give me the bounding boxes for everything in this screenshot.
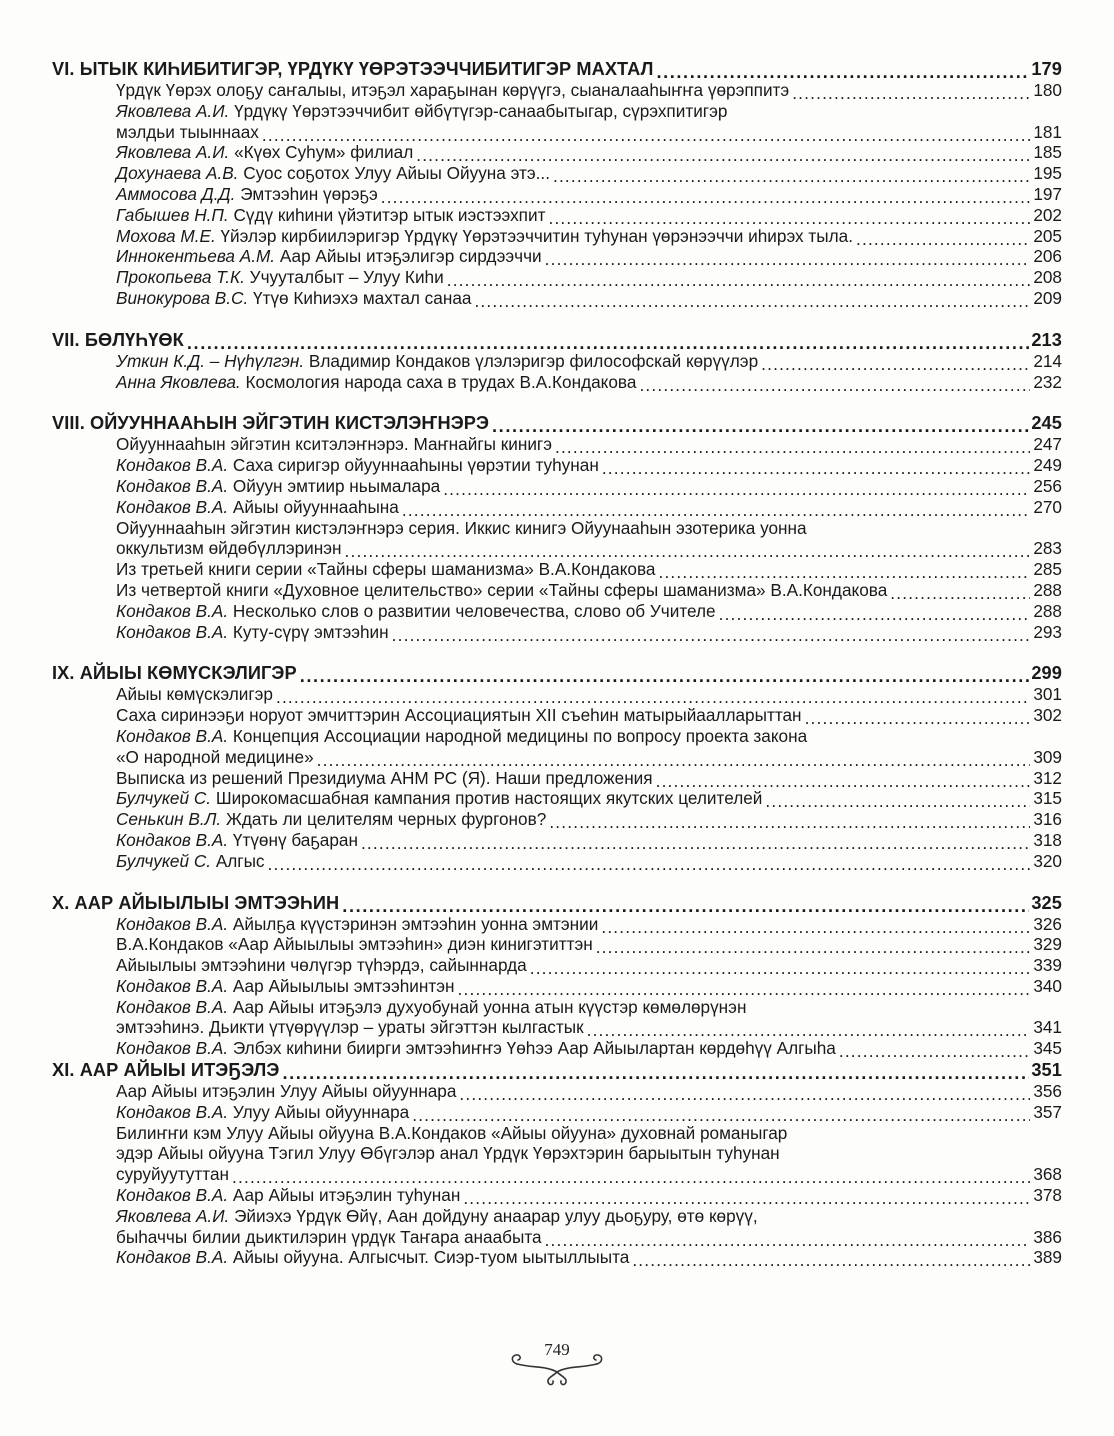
entry-text: [116, 246, 542, 267]
entry-page-number: 232: [1033, 371, 1062, 392]
entry-title: Айыы ойууннааһына: [232, 496, 399, 517]
entry-text: [116, 1164, 229, 1185]
entry-page-number: 293: [1033, 621, 1062, 642]
dot-leader: [463, 1189, 1030, 1206]
entry-page-number: 288: [1033, 579, 1062, 600]
entry-text: [116, 163, 550, 184]
entry-title: Үрдүкү Үөрэтээччибит өйбүтүгэр-санаабытыгар, сүрэхпитигэр: [234, 100, 728, 121]
entry-title: Учууталбыт – Улуу Киһи: [249, 267, 444, 288]
toc-entry[interactable]: [52, 1185, 1062, 1206]
section-title: XI. ААР АЙЫЫ ИТЭҔЭЛЭ: [52, 1060, 280, 1081]
entry-text: [116, 1247, 629, 1268]
entry-title: Куту-сүрү эмтээһин: [232, 621, 389, 642]
dot-leader: [300, 666, 1030, 684]
entry-author: Аммосова Д.Д.: [116, 183, 236, 204]
section-heading[interactable]: [52, 1059, 1062, 1081]
toc-section: [52, 412, 1062, 642]
toc-entry[interactable]: [52, 851, 1062, 872]
dot-leader: [282, 1063, 1029, 1081]
toc-entry[interactable]: [52, 518, 1062, 560]
dot-leader: [656, 771, 1030, 788]
entry-page-number: 247: [1033, 434, 1062, 455]
entry-text: [116, 1081, 456, 1102]
dot-leader: [545, 1230, 1030, 1247]
entry-author: Габышев Н.П.: [116, 204, 229, 225]
entry-title: Несколько слов о развитии человечества, слово об Учителе: [232, 600, 716, 621]
section-title: VIII. ОЙУУННААҺЫН ЭЙГЭТИН КИСТЭЛЭҤНЭРЭ: [52, 413, 490, 434]
entry-text: [116, 788, 762, 809]
entry-page-number: 181: [1033, 121, 1062, 142]
entry-text: [116, 914, 598, 935]
toc-entry[interactable]: [52, 226, 1062, 247]
entry-text: [116, 205, 545, 226]
entry-text: [116, 768, 653, 789]
entry-title: Айыы ойууна. Алгысчыт. Сиэр-туом ыытыллыыта: [232, 1247, 630, 1268]
entry-title: Аар Айыы итэҕэлэ духуобунай уонна атын күүстэр көмөлөрүнэн: [232, 996, 747, 1017]
dot-leader: [474, 292, 1030, 309]
entry-author: Кондаков В.А.: [116, 1247, 229, 1268]
entry-page-number: 214: [1033, 350, 1062, 371]
section-title: VI. ЫТЫК КИҺИБИТИГЭР, ҮРДҮКҮ ҮӨРЭТЭЭЧЧИБИТИГЭР МАХТАЛ: [52, 59, 654, 79]
entry-author: Яковлева А.И.: [116, 1205, 230, 1226]
entry-page-number: 197: [1033, 183, 1062, 204]
entry-title: Үтүөнү баҕаран: [232, 829, 358, 850]
dot-leader: [402, 500, 1030, 517]
entry-title: «Күөх Суһум» филиал: [234, 142, 414, 163]
entry-text: [116, 372, 636, 393]
dot-leader: [596, 938, 1030, 955]
entry-author: Кондаков В.А.: [116, 455, 229, 476]
entry-text: [116, 497, 399, 518]
toc-entry[interactable]: [52, 288, 1062, 309]
toc-entry[interactable]: [52, 351, 1062, 372]
section-page-number: 245: [1031, 413, 1062, 434]
toc-entry[interactable]: [52, 205, 1062, 226]
entry-text: [116, 267, 444, 288]
entry-title: Выписка из решений Президиума АНМ РС (Я). Наши предложения: [116, 767, 653, 788]
dot-leader: [890, 584, 1030, 601]
entry-text: [116, 747, 314, 768]
entry-author: Сенькин В.Л.: [116, 809, 222, 830]
section-title: VII. БӨЛҮҺҮӨК: [52, 329, 184, 350]
entry-page-number: 285: [1033, 559, 1062, 580]
entry-text: [116, 976, 455, 997]
entry-page-number: 315: [1033, 788, 1062, 809]
toc-entry[interactable]: [52, 976, 1062, 997]
toc-section: [52, 892, 1062, 1060]
toc-entry[interactable]: [52, 1206, 1062, 1248]
entry-page-number: 389: [1033, 1247, 1062, 1268]
entry-title: Концепция Ассоциации народной медицины по вопросу проекта закона: [232, 725, 808, 746]
entry-title: быһаччы билии дьиктилэрин үрдүк Таҥара анаабыта: [116, 1226, 542, 1247]
dot-leader: [839, 1042, 1030, 1059]
dot-leader: [447, 271, 1030, 288]
entry-text: [116, 538, 342, 559]
entry-page-number: 326: [1033, 913, 1062, 934]
entry-page-number: 205: [1033, 225, 1062, 246]
toc-entry[interactable]: [52, 580, 1062, 601]
dot-leader: [761, 354, 1030, 371]
entry-page-number: 339: [1033, 955, 1062, 976]
dot-leader: [856, 229, 1030, 246]
dot-leader: [381, 188, 1030, 205]
entry-title: Билиҥҥи кэм Улуу Айыы ойууна В.А.Кондаков «Айыы ойууна» духовнай романыгар: [116, 1122, 788, 1143]
dot-leader: [458, 980, 1030, 997]
entry-author: Булчукей С.: [116, 850, 212, 871]
entry-page-number: 316: [1033, 809, 1062, 830]
toc-entry[interactable]: [52, 246, 1062, 267]
page-number: 749: [544, 1340, 570, 1359]
entry-text: [116, 955, 527, 976]
toc-section: [52, 329, 1062, 393]
entry-title: Из третьей книги серии «Тайны сферы шаманизма» В.А.Кондакова: [116, 559, 656, 580]
entry-title: Суос соҕотох Улуу Айыы Ойууна этэ...: [243, 163, 550, 184]
section-page-number: 299: [1031, 663, 1062, 684]
dot-leader: [765, 792, 1030, 809]
entry-page-number: 270: [1033, 496, 1062, 517]
entry-author: Винокурова В.С.: [116, 287, 249, 308]
entry-text: [116, 684, 273, 705]
entry-author: Яковлева А.И.: [116, 142, 230, 163]
entry-title: Ждать ли целителям черных фургонов?: [225, 809, 547, 830]
entry-text: [116, 830, 358, 851]
entry-page-number: 318: [1033, 829, 1062, 850]
entry-page-number: 249: [1033, 455, 1062, 476]
entry-page-number: 208: [1033, 267, 1062, 288]
entry-page-number: 301: [1033, 684, 1062, 705]
entry-author: Кондаков В.А.: [116, 725, 229, 746]
entry-page-number: 341: [1033, 1017, 1062, 1038]
dot-leader: [276, 688, 1030, 705]
toc-entry[interactable]: [52, 809, 1062, 830]
page-folio: [507, 1340, 607, 1386]
entry-author: Кондаков В.А.: [116, 475, 229, 496]
entry-author: Кондаков В.А.: [116, 829, 229, 850]
entry-author: Иннокентьева А.М.: [116, 246, 276, 267]
entry-text: [116, 1038, 836, 1059]
dot-leader: [492, 416, 1029, 434]
dot-leader: [530, 959, 1030, 976]
toc-entry[interactable]: [52, 434, 1062, 455]
entry-title: Алгыс: [215, 850, 265, 871]
toc-entry[interactable]: [52, 684, 1062, 705]
entry-text: [116, 1017, 584, 1038]
entry-author: Яковлева А.И.: [116, 100, 230, 121]
table-of-contents: [52, 58, 1062, 1288]
entry-title: Үйэлэр кирбиилэригэр Үрдүкү Үөрэтээччитин туһунан үөрэнээччи иһирэх тыла.: [220, 225, 853, 246]
entry-title: Ойууннааһын эйгэтин кистэлэҥнэрэ серия. Иккис кинигэ Ойуунааһын эзотерика уонна: [116, 517, 807, 538]
entry-title: Владимир Кондаков үлэлэригэр философскай көрүүлэр: [308, 350, 759, 371]
section-heading[interactable]: [52, 662, 1062, 684]
entry-page-number: 309: [1033, 746, 1062, 767]
dot-leader: [361, 834, 1030, 851]
entry-author: Булчукей С.: [116, 788, 212, 809]
entry-author: Кондаков В.А.: [116, 1038, 229, 1059]
entry-author: Кондаков В.А.: [116, 600, 229, 621]
section-heading[interactable]: [52, 58, 1062, 80]
entry-author: Кондаков В.А.: [116, 975, 229, 996]
entry-title: Айылҕа күүстэринэн эмтээһин уонна эмтэнии: [232, 913, 599, 934]
section-page-number: 351: [1031, 1060, 1062, 1081]
toc-entry[interactable]: [52, 1247, 1062, 1268]
entry-page-number: 283: [1033, 538, 1062, 559]
entry-title: эмтээһинэ. Дьикти үтүөрүүлэр – ураты эйгэттэн кылгастык: [116, 1017, 584, 1038]
toc-section: [52, 58, 1062, 309]
entry-page-number: 386: [1033, 1226, 1062, 1247]
entry-author: Кондаков В.А.: [116, 621, 229, 642]
entry-text: [116, 184, 378, 205]
entry-page-number: 195: [1033, 163, 1062, 184]
entry-title: Аар Айыы итэҕэлигэр сирдээччи: [279, 246, 542, 267]
entry-text: [116, 580, 887, 601]
entry-title: Саха сиринээҕи норуот эмчиттэрин Ассоциациятын XII съеһин матырыйаалларыттан: [116, 705, 802, 726]
entry-text: [116, 434, 552, 455]
entry-text: [116, 455, 599, 476]
entry-title: Ойуун эмтиир ньымалара: [232, 475, 441, 496]
toc-entry[interactable]: [52, 1102, 1062, 1123]
entry-text: [116, 809, 546, 830]
dot-leader: [656, 62, 1029, 80]
entry-text: [116, 1185, 460, 1206]
dot-leader: [416, 146, 1030, 163]
section-heading[interactable]: [52, 329, 1062, 351]
entry-author: Уткин К.Д. – Нүһүлгэн.: [116, 350, 305, 371]
entry-title: Үтүө Киһиэхэ махтал санаа: [253, 287, 472, 308]
toc-entry[interactable]: [52, 80, 1062, 101]
toc-entry[interactable]: [52, 497, 1062, 518]
section-page-number: 325: [1031, 892, 1062, 913]
dot-leader: [601, 917, 1030, 934]
toc-entry[interactable]: [52, 1038, 1062, 1059]
entry-page-number: 368: [1033, 1164, 1062, 1185]
entry-text: [116, 601, 716, 622]
entry-text: [116, 851, 265, 872]
toc-entry[interactable]: [52, 914, 1062, 935]
dot-leader: [719, 604, 1030, 621]
toc-entry[interactable]: [52, 1123, 1062, 1185]
entry-title: Космология народа саха в трудах В.А.Кондакова: [245, 371, 637, 392]
dot-leader: [187, 333, 1029, 351]
dot-leader: [392, 625, 1030, 642]
dot-leader: [549, 813, 1030, 830]
entry-page-number: 329: [1033, 934, 1062, 955]
entry-text: [116, 122, 259, 143]
entry-title: Из четвертой книги «Духовное целительство» серии «Тайны сферы шаманизма» В.А.Кондакова: [116, 579, 888, 600]
dot-leader: [545, 250, 1030, 267]
entry-title: Эмтээһин үөрэҕэ: [240, 183, 378, 204]
entry-text: [116, 622, 389, 643]
toc-entry[interactable]: [52, 142, 1062, 163]
entry-title: эдэр Айыы ойууна Тэгил Улуу Өбүгэлэр анал Үрдүк Үөрэхтэрин барыытын туһунан: [116, 1143, 780, 1164]
entry-text: [116, 934, 593, 955]
entry-text: [116, 142, 413, 163]
toc-entry[interactable]: [52, 372, 1062, 393]
entry-page-number: 288: [1033, 600, 1062, 621]
section-heading[interactable]: [52, 892, 1062, 914]
entry-title: Аар Айыы итэҕэлин туһунан: [232, 1185, 461, 1206]
entry-author: Анна Яковлева.: [116, 371, 241, 392]
toc-entry[interactable]: [52, 559, 1062, 580]
section-title: X. ААР АЙЫЫЛЫЫ ЭМТЭЭҺИН: [52, 892, 340, 913]
toc-section: [52, 662, 1062, 871]
entry-title: мэлдьи тыыннаах: [116, 121, 259, 142]
dot-leader: [792, 84, 1030, 101]
dot-leader: [317, 750, 1030, 767]
entry-page-number: 378: [1033, 1185, 1062, 1206]
entry-page-number: 345: [1033, 1038, 1062, 1059]
dot-leader: [412, 1105, 1030, 1122]
entry-page-number: 206: [1033, 246, 1062, 267]
entry-text: [116, 351, 758, 372]
entry-title: Айыы көмүскэлигэр: [116, 684, 273, 705]
entry-title: Аар Айыы итэҕэлин Улуу Айыы ойууннара: [116, 1081, 457, 1102]
toc-entry[interactable]: [52, 622, 1062, 643]
entry-page-number: 356: [1033, 1081, 1062, 1102]
entry-title: Үрдүк Үөрэх олоҕу саҥалыы, итэҕэл хараҕынан көрүүгэ, сыаналааһыҥҥа үөрэппитэ: [116, 80, 790, 100]
toc-entry[interactable]: [52, 601, 1062, 622]
entry-title: Аар Айыылыы эмтээһинтэн: [232, 975, 455, 996]
dot-leader: [268, 854, 1030, 871]
entry-page-number: 209: [1033, 287, 1062, 308]
entry-text: [116, 705, 802, 726]
entry-author: Кондаков В.А.: [116, 996, 229, 1017]
entry-page-number: 256: [1033, 475, 1062, 496]
toc-section: [52, 1059, 1062, 1268]
dot-leader: [632, 1251, 1030, 1268]
entry-page-number: 180: [1033, 80, 1062, 100]
entry-author: Кондаков В.А.: [116, 1101, 229, 1122]
dot-leader: [443, 480, 1030, 497]
entry-page-number: 302: [1033, 705, 1062, 726]
dot-leader: [342, 895, 1029, 913]
dot-leader: [658, 563, 1030, 580]
toc-entry[interactable]: [52, 1081, 1062, 1102]
toc-entry[interactable]: [52, 788, 1062, 809]
entry-page-number: 357: [1033, 1101, 1062, 1122]
entry-text: [116, 1102, 409, 1123]
dot-leader: [553, 167, 1030, 184]
toc-entry[interactable]: [52, 726, 1062, 768]
toc-entry[interactable]: [52, 705, 1062, 726]
entry-page-number: 185: [1033, 142, 1062, 163]
entry-text: [116, 1227, 542, 1248]
toc-entry[interactable]: [52, 830, 1062, 851]
dot-leader: [555, 438, 1030, 455]
entry-title: В.А.Кондаков «Аар Айыылыы эмтээһин» диэн кинигэтиттэн: [116, 934, 593, 955]
entry-text: [116, 559, 655, 580]
toc-entry[interactable]: [52, 101, 1062, 143]
dot-leader: [232, 1168, 1030, 1185]
dot-leader: [587, 1021, 1030, 1038]
toc-entry[interactable]: [52, 997, 1062, 1039]
entry-author: Кондаков В.А.: [116, 913, 229, 934]
toc-entry[interactable]: [52, 476, 1062, 497]
entry-page-number: 202: [1033, 204, 1062, 225]
dot-leader: [548, 208, 1030, 225]
toc-entry[interactable]: [52, 934, 1062, 955]
entry-title: Ойууннааһын эйгэтин кситэлэҥнэрэ. Маҥнайгы кинигэ: [116, 434, 552, 455]
dot-leader: [345, 542, 1030, 559]
entry-title: Улуу Айыы ойууннара: [232, 1101, 410, 1122]
dot-leader: [262, 125, 1030, 142]
entry-author: Дохунаева А.В.: [116, 163, 239, 184]
dot-leader: [459, 1085, 1030, 1102]
toc-entry[interactable]: [52, 955, 1062, 976]
entry-title: Эйиэхэ Үрдүк Өйү, Аан дойдуну анаарар улуу дьоҕуру, өтө көрүү,: [234, 1205, 758, 1226]
entry-title: «О народной медицине»: [116, 746, 314, 767]
entry-page-number: 320: [1033, 850, 1062, 871]
entry-author: Кондаков В.А.: [116, 1185, 229, 1206]
section-heading[interactable]: [52, 412, 1062, 434]
entry-author: Прокопьева Т.К.: [116, 267, 245, 288]
entry-text: [116, 288, 471, 309]
toc-entry[interactable]: [52, 267, 1062, 288]
section-page-number: 213: [1031, 329, 1062, 350]
entry-title: оккультизм өйдөбүллэринэн: [116, 538, 342, 559]
entry-title: Айыылыы эмтээһини чөлүгэр түһэрдэ, сайыннарда: [116, 955, 527, 976]
toc-entry[interactable]: [52, 768, 1062, 789]
dot-leader: [805, 709, 1030, 726]
dot-leader: [602, 459, 1030, 476]
toc-entry[interactable]: [52, 455, 1062, 476]
entry-text: [116, 80, 789, 101]
entry-author: Мохова М.Е.: [116, 225, 216, 246]
entry-title: Широкомасшабная кампания против настоящих якутских целителей: [215, 788, 763, 809]
section-page-number: 179: [1031, 59, 1062, 79]
entry-title: суруйуутуттан: [116, 1164, 230, 1185]
entry-text: [116, 226, 853, 247]
entry-page-number: 312: [1033, 767, 1062, 788]
section-title: IX. АЙЫЫ КӨМҮСКЭЛИГЭР: [52, 663, 297, 684]
entry-title: Саха сиригэр ойууннааһыны үөрэтии туһунан: [232, 455, 599, 476]
dot-leader: [639, 375, 1030, 392]
entry-title: Сүдү киһини үйэтитэр ытык иэстээхпит: [233, 204, 546, 225]
entry-author: Кондаков В.А.: [116, 496, 229, 517]
entry-text: [116, 476, 440, 497]
toc-entry[interactable]: [52, 184, 1062, 205]
entry-page-number: 340: [1033, 975, 1062, 996]
toc-entry[interactable]: [52, 163, 1062, 184]
entry-title: Элбэх киһини биирги эмтээһиҥҥэ Үөһээ Аар Айыылартан көрдөһүү Алгыһа: [232, 1038, 836, 1059]
